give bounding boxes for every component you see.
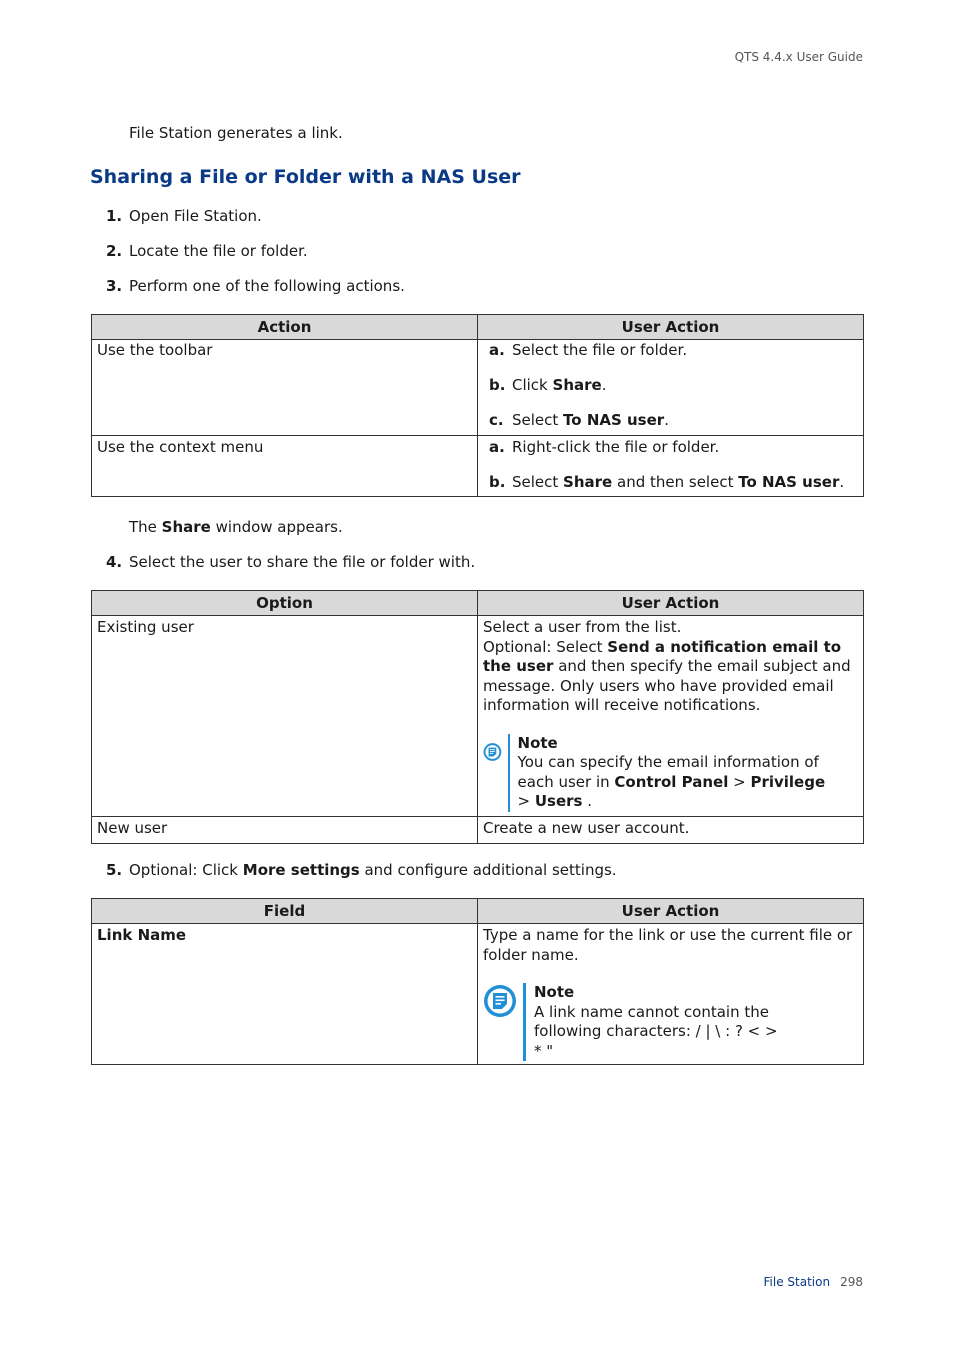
option-cell: New user [92, 816, 478, 843]
existing-optional: Optional: Select Send a notification email to the user and then specify the email subject and message. Only users who have provided email information will receive notifications. [483, 637, 851, 714]
step-1 [106, 206, 262, 226]
sub-step: a. Right-click the file or folder. [489, 438, 720, 456]
step-text: Perform one of the following actions. [129, 277, 405, 295]
intro-text: File Station generates a link. [129, 124, 343, 142]
footer [0, 1275, 863, 1289]
user-action-cell [478, 924, 864, 1065]
sub-step: b. Click Share. [489, 376, 607, 394]
note-icon [483, 984, 517, 1018]
user-action-cell: Create a new user account. [478, 816, 864, 843]
note-accent-bar [523, 983, 526, 1061]
step-number: 4. [106, 553, 123, 571]
step-text: Optional: Click More settings and configure additional settings. [129, 861, 617, 879]
page-number: 298 [840, 1275, 863, 1289]
step-number: 3. [106, 277, 123, 295]
step-4 [106, 552, 475, 572]
sub-step: c. Select To NAS user. [489, 411, 669, 429]
step-2 [106, 241, 308, 261]
user-action-cell [478, 340, 864, 436]
step-text: Open File Station. [129, 207, 262, 225]
column-header: User Action [478, 315, 864, 340]
step-text: Select the user to share the file or folder with. [129, 553, 476, 571]
table-row [92, 436, 864, 497]
note-box [483, 983, 858, 1061]
note-title: Note [517, 733, 558, 752]
action-cell: Use the context menu [92, 436, 478, 497]
header-title: QTS 4.4.x User Guide [734, 50, 863, 64]
table-row [92, 816, 864, 843]
section-title: Sharing a File or Folder with a NAS User [90, 166, 521, 188]
table-row [92, 340, 864, 436]
sub-step: a. Select the file or folder. [489, 341, 688, 359]
table-row [92, 924, 864, 1065]
note-title: Note [534, 983, 575, 1001]
column-header: User Action [478, 591, 864, 616]
step-3 [106, 276, 405, 296]
step-text: Locate the file or folder. [129, 242, 308, 260]
user-action-cell [478, 436, 864, 497]
column-header: Action [92, 315, 478, 340]
column-header: Option [92, 591, 478, 616]
note-accent-bar [508, 734, 510, 812]
column-header: User Action [478, 899, 864, 924]
actions-table [91, 314, 864, 497]
note-box [483, 734, 858, 812]
table-row [92, 616, 864, 817]
user-options-table [91, 590, 864, 844]
step-number: 1. [106, 207, 123, 225]
user-action-cell [478, 616, 864, 817]
action-cell: Use the toolbar [92, 340, 478, 436]
note-text: You can specify the email information of each user in Control Panel > Privilege > Users . [517, 753, 826, 810]
note-text: A link name cannot contain the following characters: / | \ : ? < > * " [534, 1002, 778, 1060]
step-number: 5. [106, 861, 123, 879]
option-cell: Existing user [92, 616, 478, 817]
note-icon [483, 735, 502, 769]
footer-section: File Station [763, 1275, 831, 1289]
step-number: 2. [106, 242, 123, 260]
field-cell: Link Name [92, 924, 478, 1065]
note-body [534, 983, 784, 1061]
step-5 [106, 860, 617, 880]
note-body [518, 734, 858, 812]
field-action-text: Type a name for the link or use the current file or folder name. [483, 926, 853, 964]
settings-table [91, 898, 864, 1065]
sub-step: b. Select Share and then select To NAS user. [489, 473, 845, 491]
column-header: Field [92, 899, 478, 924]
share-window-text: The Share window appears. [129, 518, 343, 536]
existing-line1: Select a user from the list. [483, 618, 682, 636]
